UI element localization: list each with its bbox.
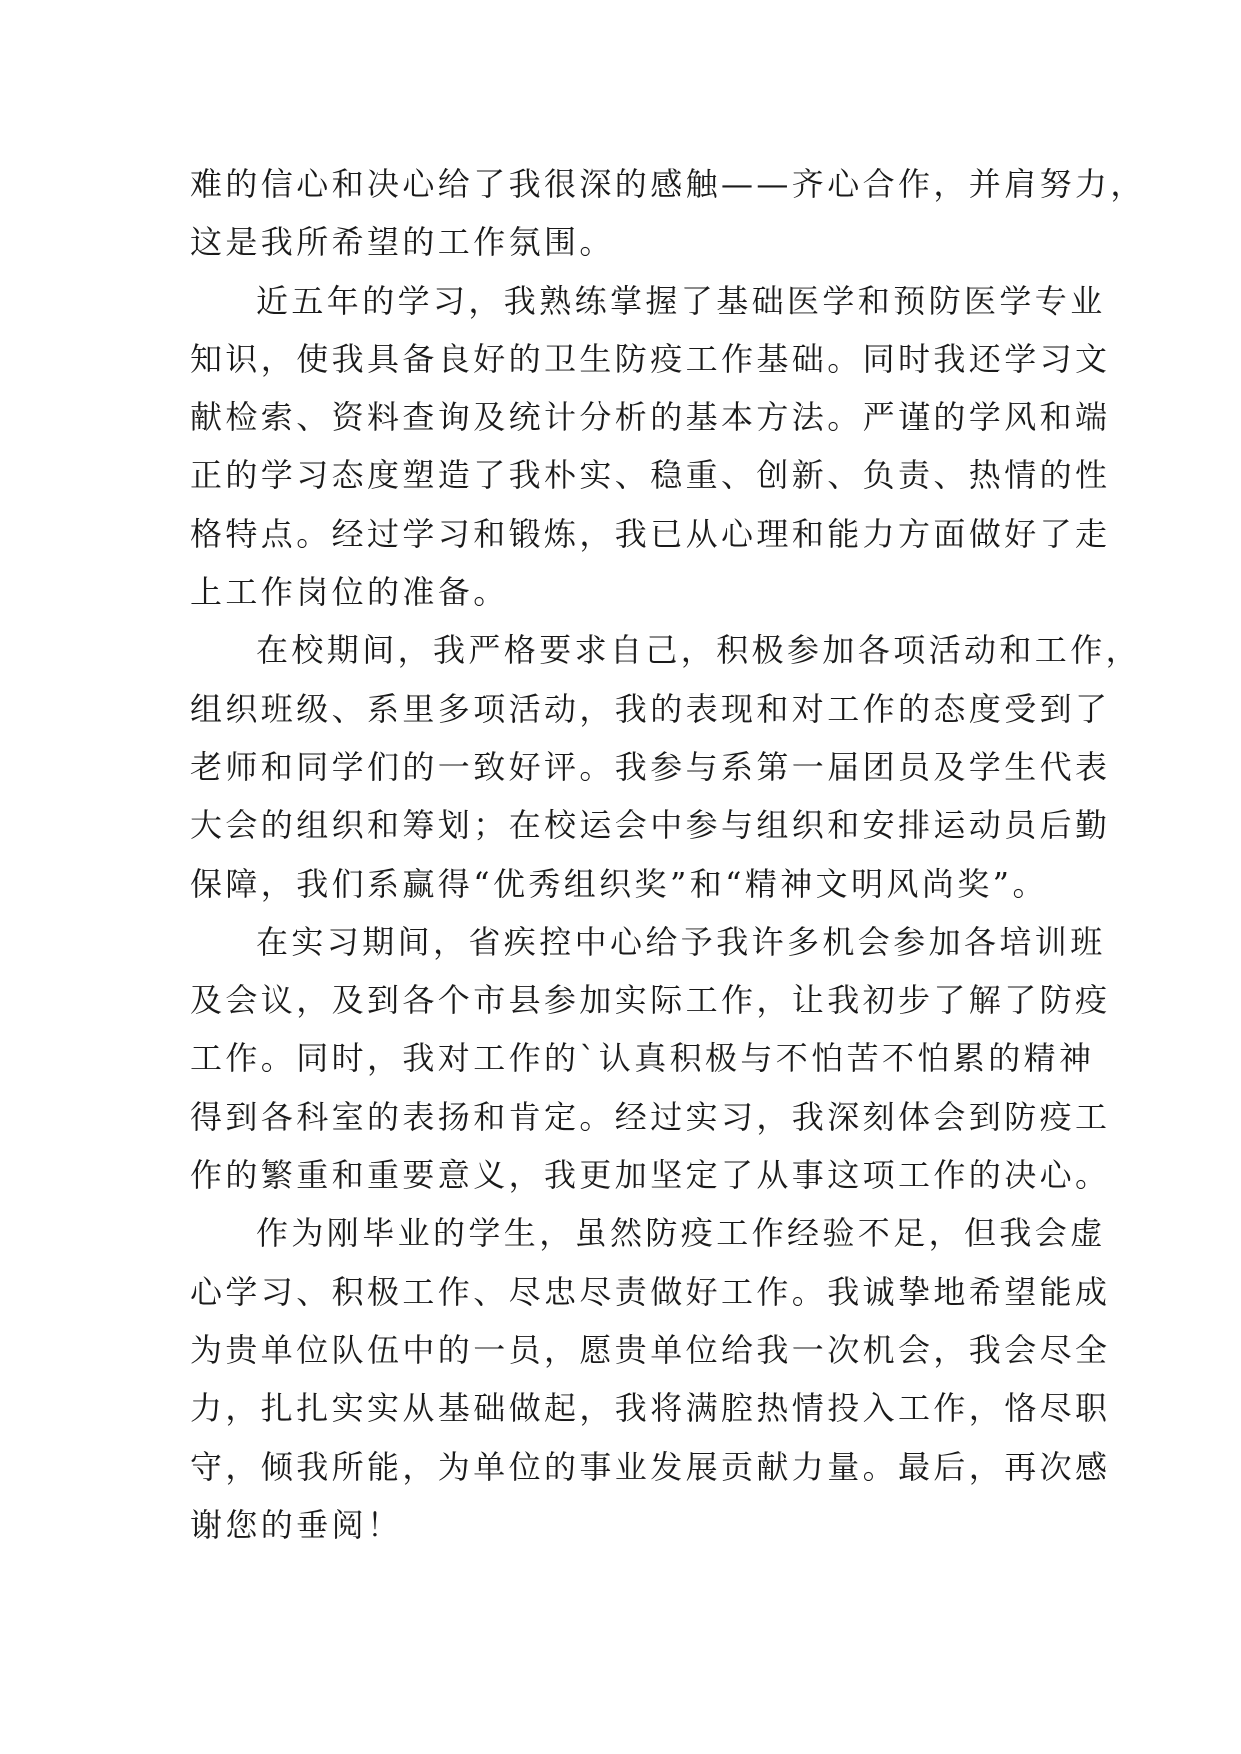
text-line: 工作。同时，我对工作的`认真积极与不怕苦不怕累的精神 <box>190 1039 1095 1078</box>
text-line: 知识，使我具备良好的卫生防疫工作基础。同时我还学习文 <box>190 339 1111 378</box>
letter-body <box>190 155 1146 1554</box>
text-line: 组织班级、系里多项活动，我的表现和对工作的态度受到了 <box>190 689 1111 728</box>
text-line: 谢您的垂阅！ <box>190 1505 403 1544</box>
text-line: 老师和同学们的一致好评。我参与系第一届团员及学生代表 <box>190 747 1111 786</box>
text-line: 及会议，及到各个市县参加实际工作，让我初步了解了防疫 <box>190 981 1111 1020</box>
paragraph-start-line: 在实习期间，省疾控中心给予我许多机会参加各培训班 <box>256 922 1106 961</box>
text-line: 大会的组织和筹划；在校运会中参与组织和安排运动员后勤 <box>190 806 1111 845</box>
text-line: 正的学习态度塑造了我朴实、稳重、创新、负责、热情的性 <box>190 456 1111 495</box>
text-line: 格特点。经过学习和锻炼，我已从心理和能力方面做好了走 <box>190 514 1111 553</box>
text-line: 上工作岗位的准备。 <box>190 573 509 612</box>
text-line: 守，倾我所能，为单位的事业发展贡献力量。最后，再次感 <box>190 1447 1111 1486</box>
text-line: 为贵单位队伍中的一员，愿贵单位给我一次机会，我会尽全 <box>190 1330 1111 1369</box>
paragraph-start-line: 在校期间，我严格要求自己，积极参加各项活动和工作， <box>256 631 1142 670</box>
text-line: 力，扎扎实实从基础做起，我将满腔热情投入工作，恪尽职 <box>190 1389 1111 1428</box>
text-line: 心学习、积极工作、尽忠尽责做好工作。我诚挚地希望能成 <box>190 1272 1111 1311</box>
text-line: 作的繁重和重要意义，我更加坚定了从事这项工作的决心。 <box>190 1156 1111 1195</box>
text-line: 难的信心和决心给了我很深的感触——齐心合作，并肩努力， <box>190 165 1146 203</box>
text-line: 保障，我们系赢得“优秀组织奖”和“精神文明风尚奖”。 <box>190 864 1048 903</box>
paragraph-start-line: 近五年的学习，我熟练掌握了基础医学和预防医学专业 <box>256 281 1106 320</box>
text-line: 这是我所希望的工作氛围。 <box>190 223 615 262</box>
text-line: 得到各科室的表扬和肯定。经过实习，我深刻体会到防疫工 <box>190 1097 1111 1136</box>
paragraph-start-line: 作为刚毕业的学生，虽然防疫工作经验不足，但我会虚 <box>256 1214 1106 1253</box>
text-line: 献检索、资料查询及统计分析的基本方法。严谨的学风和端 <box>190 398 1111 437</box>
